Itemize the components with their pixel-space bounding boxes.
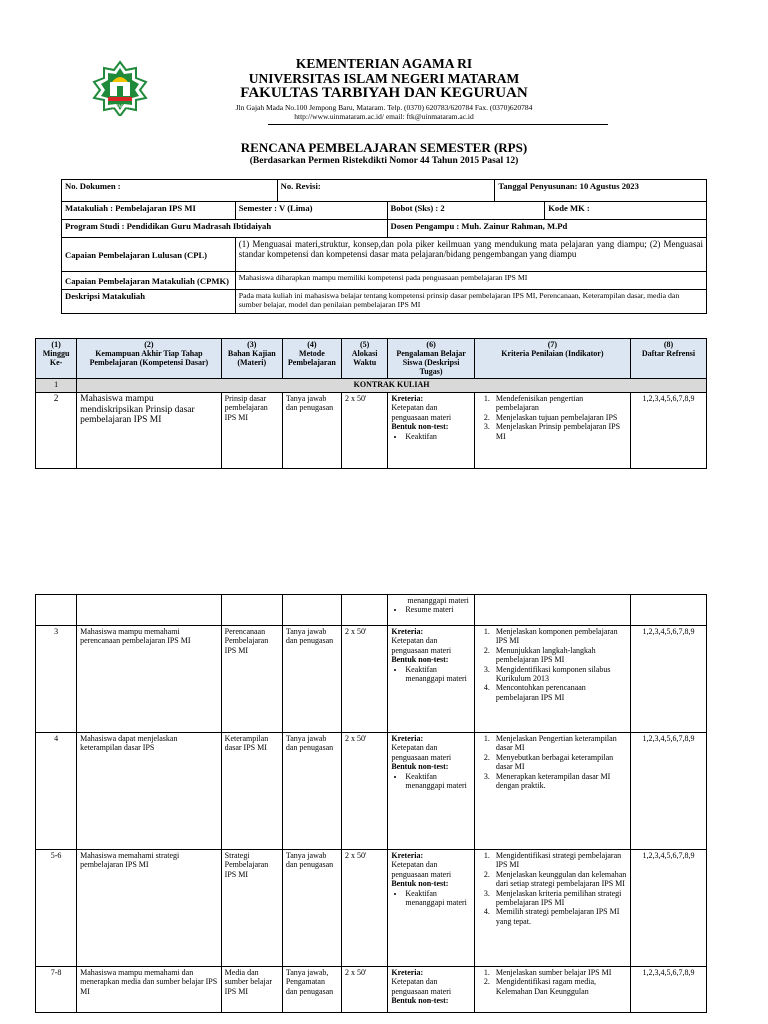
tanggal-penyusunan: Tanggal Penyusunan: 10 Agustus 2023 xyxy=(495,180,707,202)
bobot-sks: Bobot (Sks) : 2 xyxy=(387,202,545,220)
header-university: UNIVERSITAS ISLAM NEGERI MATARAM xyxy=(248,71,520,86)
deskripsi-text: Pada mata kuliah ini mahasiswa belajar tentang kompetensi prinsip dasar pembelajaran IPS MI, Perencanaan, Keterampilan dasar, media dan sumber belajar, model dan penilaian pembelajaran IPS MI xyxy=(235,290,706,314)
cpmk-label: Capaian Pembelajaran Matakuliah (CPMK) xyxy=(62,272,236,290)
header-faculty: FAKULTAS TARBIYAH DAN KEGURUAN xyxy=(240,85,528,101)
col-header-4: (4) Metode Pembelajaran xyxy=(282,339,341,379)
no-dokumen: No. Dokumen : xyxy=(62,180,278,202)
cpl-label: Capaian Pembelajaran Lulusan (CPL) xyxy=(62,238,236,272)
col-header-3: (3) Bahan Kajian (Materi) xyxy=(221,339,282,379)
kode-mk: Kode MK : xyxy=(545,202,707,220)
rps-table-page2 xyxy=(35,594,707,1013)
header-address: Jln Gajah Mada No.100 Jempong Baru, Mataram. Telp. (0370) 620783/620784 Fax. (0370)620784 xyxy=(235,103,533,112)
header-contact: http://www.uinmataram.ac.id/ email: ftk@uinmataram.ac.id xyxy=(294,112,474,121)
logo-text: MATARAM xyxy=(110,104,130,109)
table-row-kontrak: 1 KONTRAK KULIAH xyxy=(36,379,707,393)
kontrak-label: KONTRAK KULIAH xyxy=(77,379,707,393)
table-row: 7-8 Mahasiswa mampu memahami dan menerapkan media dan sumber belajar IPS MI Media dan sumber belajar IPS MI Tanya jawab, Pengamatan dan penugasan 2 x 50' Kreteria: Ketepatan dan penguasaan materi Bentuk non-test: 1. Menjelaskan sumber belajar IPS MI 2. Mengidentifikasi ragam media, Kelemahan Dan Keunggulan 1,2,3,4,5,6,7,8,9 xyxy=(36,967,707,1013)
document-subtitle: (Berdasarkan Permen Ristekdikti Nomor 44 Tahun 2015 Pasal 12) xyxy=(249,156,519,166)
dosen-pengampu: Dosen Pengampu : Muh. Zainur Rahman, M.Pd xyxy=(387,220,707,238)
col-header-5: (5) Alokasi Waktu xyxy=(341,339,387,379)
col-header-2: (2) Kemampuan Akhir Tiap Tahap Pembelajaran (Kompetensi Dasar) xyxy=(77,339,222,379)
table-header-row xyxy=(36,339,707,379)
col-header-6: (6) Pengalaman Belajar Siswa (Deskripsi Tugas) xyxy=(388,339,475,379)
program-studi: Program Studi : Pendidikan Guru Madrasah Ibtidaiyah xyxy=(62,220,388,238)
col-header-8: (8) Daftar Refrensi xyxy=(630,339,706,379)
table-row: 3 Mahasiswa mampu memahami perencanaan pembelajaran IPS MI Perencanaan Pembelajaran IPS MI Tanya jawab dan penugasan 2 x 50' Kreteria: Ketepatan dan penguasaan materi Bentuk non-test: • Keaktifan menanggapi materi 1. Menjelaskan komponen pembelajaran IPS MI 2. Menunjukkan langkah-langkah pembelajaran IPS MI 3. Mengidentifikasi komponen silabus Kurikulum 2013 4. Mencontohkan perencanaan pembelajaran IPS MI 1,2,3,4,5,6,7,8,9 xyxy=(36,626,707,733)
matakuliah: Matakuliah : Pembelajaran IPS MI xyxy=(62,202,236,220)
table-row: 4 Mahasiswa dapat menjelaskan keterampilan dasar IPS Keterampilan dasar IPS MI Tanya jawab dan penugasan 2 x 50' Kreteria: Ketepatan dan penguasaan materi Bentuk non-test: • Keaktifan menanggapi materi 1. Menjelaskan Pengertian keterampilan dasar MI 2. Menyebutkan berbagai keterampilan dasar MI 3. Menerapkan keterampilan dasar MI dengan praktik. 1,2,3,4,5,6,7,8,9 xyxy=(36,733,707,850)
no-revisi: No. Revisi: xyxy=(277,180,495,202)
cpmk-text: Mahasiswa diharapkan mampu memiliki kompetensi pada penguasaan pembelajaran IPS MI xyxy=(235,272,706,290)
semester: Semester : V (Lima) xyxy=(235,202,387,220)
table-row: 5-6 Mahasiswa memahami strategi pembelajaran IPS MI Strategi Pembelajaran IPS MI Tanya jawab dan penugasan 2 x 50' Kreteria: Ketepatan dan penguasaan materi Bentuk non-test: • Keaktifan menanggapi materi 1. Mengidentifikasi strategi pembelajaran IPS MI 2. Menjelaskan keunggulan dan kelemahan dari setiap strategi pembelajaran IPS MI 3. Menjelaskan kriteria pemilihan strategi pembelajaran IPS MI 4. Memilih strategi pembelajaran IPS MI yang tepat. 1,2,3,4,5,6,7,8,9 xyxy=(36,850,707,967)
header-divider xyxy=(268,124,608,125)
header-ministry: KEMENTERIAN AGAMA RI xyxy=(295,56,473,71)
course-info-table xyxy=(61,179,707,314)
col-header-7: (7) Kriteria Penilaian (Indikator) xyxy=(474,339,630,379)
table-row-continued: menanggapi materi • Resume materi xyxy=(36,595,707,626)
col-header-1: (1) Minggu Ke- xyxy=(36,339,77,379)
deskripsi-label: Deskripsi Matakuliah xyxy=(62,290,236,314)
document-title: RENCANA PEMBELAJARAN SEMESTER (RPS) xyxy=(240,140,528,155)
table-row: 2 Mahasiswa mampu mendiskripsikan Prinsip dasar pembelajaran IPS MI Prinsip dasar pembelajaran IPS MI Tanya jawab dan penugasan 2 x 50' Kreteria: Ketepatan dan penguasaan materi Bentuk non-test: • Keaktifan 1. Mendefenisikan pengertian pembelajaran 2. Menjelaskan tujuan pembelajaran IPS 3. Menjelaskan Prinsip pembelajaran IPS MI 1,2,3,4,5,6,7,8,9 xyxy=(36,393,707,469)
cpl-text: (1) Menguasai materi,struktur, konsep,dan pola piker keilmuan yang mendukung mata pelajaran yang diampu; (2) Menguasai standar kompetensi dan kompetensi dasar mata pelajaran/bidang pengembangan yang diampu xyxy=(235,238,706,272)
rps-table-page1 xyxy=(35,338,707,469)
